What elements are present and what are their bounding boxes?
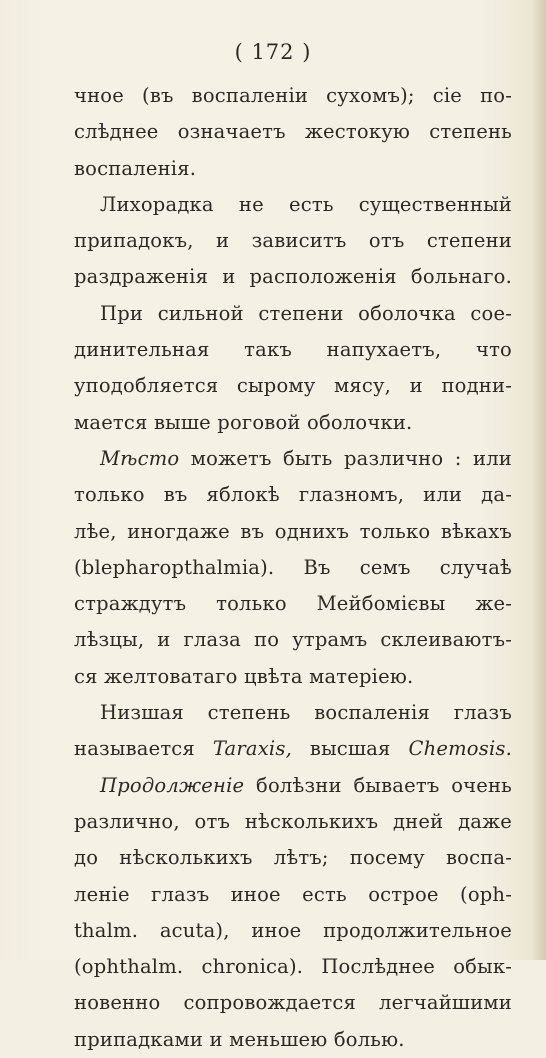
text-line: воспаленія. — [74, 156, 197, 180]
text-line: раздраженія и расположенія больнаго. — [74, 265, 512, 289]
body-text — [74, 78, 512, 1058]
text-line: динительная такъ напухаетъ, что — [74, 338, 512, 362]
text-line: лѣзцы, и глаза по утрамъ склеиваютъ- — [74, 628, 512, 652]
text-line: Лихорадка не есть существенный — [100, 192, 512, 216]
text-line: припадками и меньшею болью. — [74, 1027, 405, 1051]
text-line: различно, отъ нѣсколькихъ дней даже — [74, 809, 512, 833]
text-line: thalm. acuta), иное продолжительное — [74, 918, 512, 942]
text-line: лѣе, иногдаже въ однихъ только вѣкахъ — [74, 519, 512, 543]
text-line: новенно сопровождается легчайшими — [74, 991, 512, 1015]
text-line: Низшая степень воспаленія глазъ — [100, 701, 512, 725]
text-line: При сильной степени оболочка сое- — [100, 301, 512, 325]
text-line: мается выше роговой оболочки. — [74, 410, 413, 434]
text-line: чное (въ воспаленіи сухомъ); сіе по- — [74, 84, 512, 107]
text-line: (ophthalm. chronica). Послѣднее обык- — [74, 955, 512, 979]
text-line — [74, 731, 512, 767]
italic-heading-place: Мѣсто — [100, 446, 180, 470]
text-line: страждутъ только Мейбомієвы же- — [74, 592, 512, 616]
text-line: леніе глазъ иное есть острое (oph- — [74, 882, 512, 906]
text-line — [74, 768, 512, 804]
italic-term-chemosis: Chemosis. — [408, 737, 512, 761]
italic-heading-duration: Продолженіе — [100, 773, 245, 797]
text-span: называется — [74, 737, 213, 761]
text-span: можетъ быть различно : или — [179, 446, 512, 470]
text-line: слѣднее означаетъ жестокую степень — [74, 120, 512, 144]
italic-term-taraxis: Taraxis, — [212, 737, 292, 761]
text-line: припадокъ, и зависитъ отъ степени — [74, 229, 512, 253]
text-line — [74, 441, 512, 477]
text-line: ся желтоватаго цвѣта матеріею. — [74, 664, 414, 688]
text-line: до нѣсколькихъ лѣтъ; посему воспа- — [74, 846, 512, 870]
text-span: болѣзни бываетъ очень — [244, 773, 512, 797]
page-number: ( 172 ) — [234, 40, 312, 64]
text-line: уподобляется сырому мясу, и подни- — [74, 374, 512, 398]
page-edge-shadow — [532, 0, 546, 960]
text-span: высшая — [291, 737, 409, 761]
text-line: (blepharopthalmia). Въ семъ случаѣ — [74, 555, 512, 579]
text-line: только въ яблокѣ глазномъ, или да- — [74, 483, 512, 507]
